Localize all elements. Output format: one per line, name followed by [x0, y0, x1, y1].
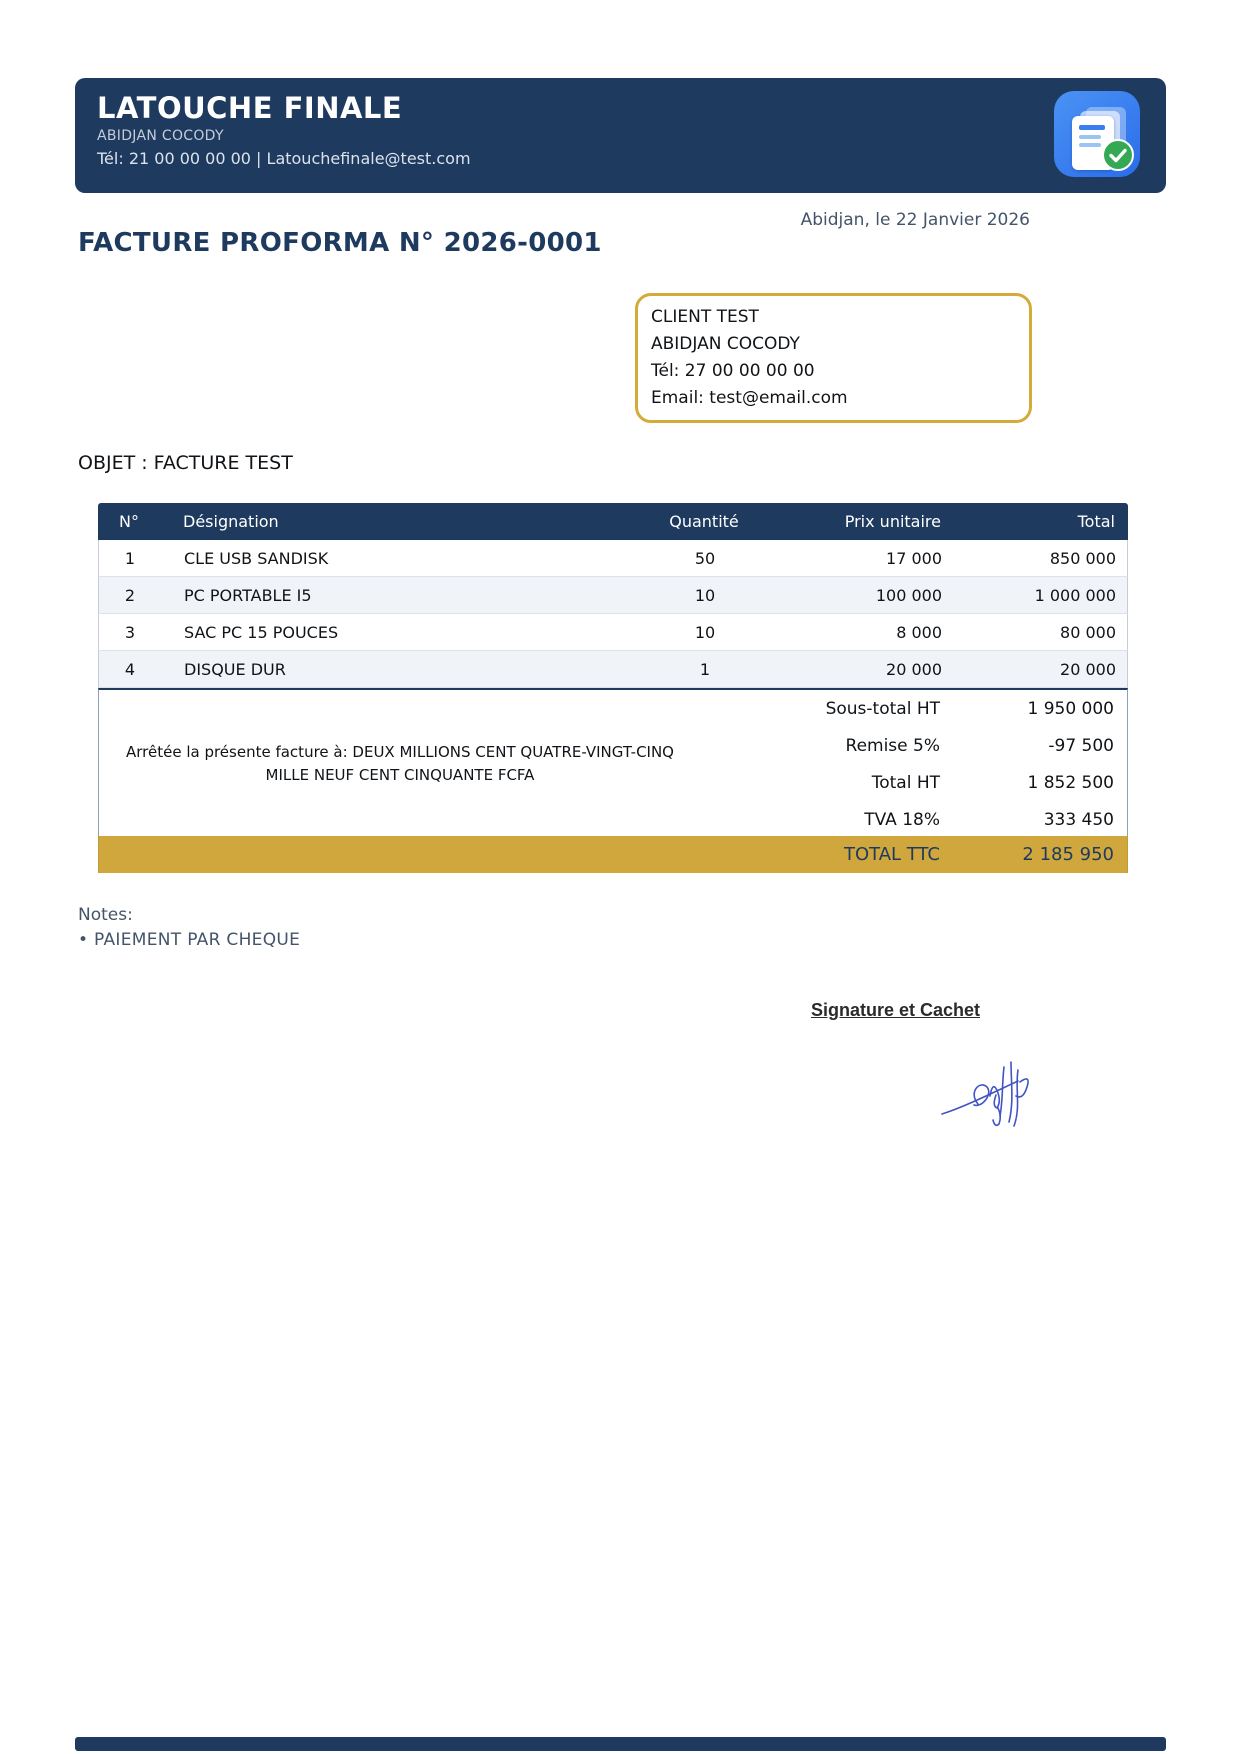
- item-designation: DISQUE DUR: [184, 659, 286, 679]
- invoice-title: FACTURE PROFORMA N° 2026-0001: [78, 228, 602, 258]
- grand-total-value: 2 185 950: [1022, 844, 1114, 865]
- column-header-num: N°: [119, 512, 139, 531]
- item-unit-price: 20 000: [886, 659, 942, 679]
- table-header-row: [98, 503, 1128, 540]
- table-row: [98, 577, 1128, 614]
- subtotal-value: 1 950 000: [1027, 698, 1114, 719]
- item-num: 1: [124, 548, 136, 568]
- item-unit-price: 17 000: [886, 548, 942, 568]
- subtotal-label: Sous-total HT: [825, 698, 940, 719]
- company-address: ABIDJAN COCODY: [97, 128, 224, 145]
- column-header-total: Total: [1077, 512, 1115, 531]
- total-ht-label: Total HT: [871, 772, 940, 793]
- item-quantity: 50: [694, 548, 716, 568]
- company-name: LATOUCHE FINALE: [97, 91, 403, 125]
- tva-label: TVA 18%: [864, 809, 940, 830]
- company-contact: Tél: 21 00 00 00 00 | Latouchefinale@test.com: [97, 149, 471, 169]
- note-item: • PAIEMENT PAR CHEQUE: [78, 930, 301, 950]
- item-total: 20 000: [1060, 659, 1116, 679]
- discount-value: -97 500: [1048, 735, 1114, 756]
- discount-label: Remise 5%: [845, 735, 940, 756]
- items-table: [98, 503, 1128, 873]
- item-designation: PC PORTABLE I5: [184, 585, 312, 605]
- item-unit-price: 8 000: [896, 622, 942, 642]
- item-total: 1 000 000: [1034, 585, 1116, 605]
- company-header: [75, 78, 1166, 193]
- totals-section: [98, 688, 1128, 836]
- grand-total-label: TOTAL TTC: [843, 844, 940, 865]
- column-header-quantity: Quantité: [669, 512, 739, 531]
- item-num: 3: [124, 622, 136, 642]
- item-quantity: 1: [699, 659, 711, 679]
- item-quantity: 10: [694, 622, 716, 642]
- amount-in-words: Arrêtée la présente facture à: DEUX MILLIONS CENT QUATRE-VINGT-CINQ MILLE NEUF CENT CINQUANTE FCFA: [125, 742, 674, 784]
- client-address: ABIDJAN COCODY: [651, 334, 800, 354]
- notes-title: Notes:: [78, 905, 133, 925]
- table-row: [98, 540, 1128, 577]
- green-check-icon: [1102, 139, 1134, 171]
- document-check-icon: [1054, 91, 1140, 177]
- item-designation: SAC PC 15 POUCES: [184, 622, 339, 642]
- table-row: [98, 614, 1128, 651]
- item-num: 2: [124, 585, 136, 605]
- item-designation: CLE USB SANDISK: [184, 548, 329, 568]
- client-name: CLIENT TEST: [651, 307, 759, 327]
- total-ht-value: 1 852 500: [1027, 772, 1114, 793]
- grand-total-row: [98, 836, 1128, 873]
- signature-label: Signature et Cachet: [810, 1000, 980, 1020]
- table-row: [98, 651, 1128, 688]
- item-total: 850 000: [1049, 548, 1116, 568]
- column-header-designation: Désignation: [183, 512, 279, 531]
- client-email: Email: test@email.com: [651, 388, 848, 408]
- footer-bar: [75, 1737, 1166, 1751]
- item-num: 4: [124, 659, 136, 679]
- column-header-unit-price: Prix unitaire: [844, 512, 941, 531]
- client-box: [635, 293, 1032, 423]
- item-total: 80 000: [1060, 622, 1116, 642]
- invoice-subject: OBJET : FACTURE TEST: [78, 452, 293, 474]
- client-phone: Tél: 27 00 00 00 00: [651, 361, 815, 381]
- tva-value: 333 450: [1043, 809, 1114, 830]
- item-unit-price: 100 000: [875, 585, 942, 605]
- handwritten-signature: [938, 1050, 1050, 1132]
- item-quantity: 10: [694, 585, 716, 605]
- invoice-date: Abidjan, le 22 Janvier 2026: [800, 210, 1030, 230]
